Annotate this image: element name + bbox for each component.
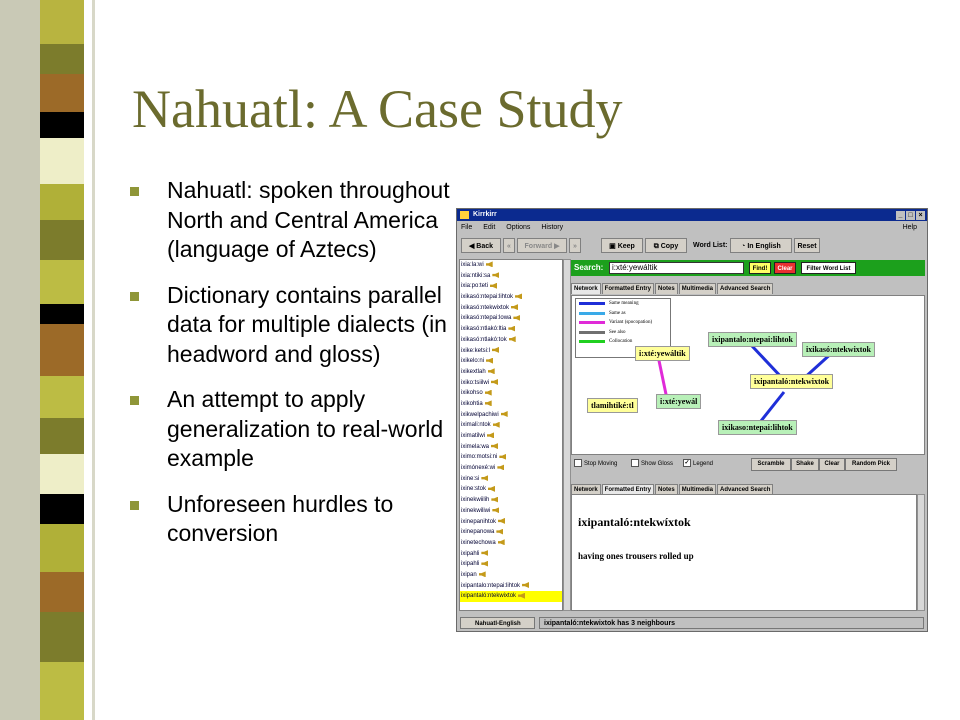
list-item-label: ixikohtia (461, 400, 483, 407)
fast-forward-icon[interactable]: » (569, 238, 581, 253)
list-item-label: ixipahli (461, 561, 480, 568)
speaker-icon[interactable] (481, 475, 488, 481)
graph-node[interactable]: ixikasó:ntekwixtok (802, 342, 875, 357)
rewind-icon[interactable]: « (503, 238, 515, 253)
speaker-icon[interactable] (513, 315, 520, 321)
tab-network[interactable]: Network (571, 283, 601, 294)
list-item[interactable] (460, 474, 562, 485)
app-icon (460, 211, 469, 219)
legend-item: Collocation (576, 337, 670, 347)
speaker-icon[interactable] (518, 593, 525, 599)
list-item-label: ixinekwiilih (461, 497, 490, 504)
forward-arrow-icon: ▶ (552, 243, 560, 250)
list-item[interactable] (460, 538, 562, 549)
bullet-text: Dictionary contains parallel data for multiple dialects (in headword and gloss) (167, 281, 447, 367)
find-button[interactable]: Find! (749, 262, 771, 274)
keep-button[interactable]: ▣ Keep (601, 238, 643, 253)
legend-item: Same meaning (576, 299, 670, 309)
decorative-stripe (0, 0, 108, 720)
back-arrow-icon: ◀ (468, 243, 477, 250)
tab-multimedia[interactable]: Multimedia (679, 484, 716, 495)
word-list-scrollbar[interactable] (563, 259, 571, 611)
clear-search-button[interactable]: Clear (774, 262, 796, 274)
copy-button[interactable]: ⧉ Copy (645, 238, 687, 253)
speaker-icon[interactable] (511, 304, 518, 310)
language-toggle-button[interactable]: ◔ In English (730, 238, 792, 253)
list-item[interactable] (460, 484, 562, 495)
list-item-label: ixia:ntiki:sa (461, 272, 491, 279)
dialect-selector[interactable]: Nahuatl-English (460, 617, 535, 629)
tab-notes[interactable]: Notes (655, 484, 678, 495)
list-item-label: ixine:si (461, 475, 480, 482)
reset-button[interactable]: Reset (794, 238, 820, 253)
list-item[interactable] (460, 410, 562, 421)
list-item-label: iximo:motsi:ni (461, 454, 498, 461)
list-item[interactable] (460, 581, 562, 592)
dial-icon: ◔ (741, 243, 748, 250)
formatted-entry-panel (571, 494, 917, 611)
tab-notes[interactable]: Notes (655, 283, 678, 294)
list-item-label: ixikasó:ntepai:lowa (461, 315, 512, 322)
list-item-label: ixia:po:teti (461, 283, 489, 290)
speaker-icon[interactable] (491, 497, 498, 503)
list-item-label: ixikwelpachiwi (461, 411, 499, 418)
graph-node[interactable]: ixikaso:ntepai:lihtok (718, 420, 797, 435)
list-item-label: ixike:ketsi:l (461, 347, 491, 354)
speaker-icon[interactable] (490, 283, 497, 289)
list-item[interactable] (460, 431, 562, 442)
graph-node[interactable]: i:xté:yewáltik (635, 346, 690, 361)
list-item[interactable] (460, 506, 562, 517)
speaker-icon[interactable] (487, 432, 494, 438)
minimize-icon[interactable]: _ (896, 211, 905, 220)
speaker-icon[interactable] (485, 400, 492, 406)
bullet-icon (130, 292, 139, 301)
legend-swatch (579, 312, 605, 315)
list-item[interactable] (460, 367, 562, 378)
list-item[interactable] (460, 292, 562, 303)
close-icon[interactable]: × (916, 211, 925, 220)
bullet-text: Nahuatl: spoken throughout North and Central America (language of Aztecs) (167, 177, 450, 262)
bullet-icon (130, 187, 139, 196)
menu-file[interactable]: File (461, 224, 473, 231)
list-item[interactable] (460, 356, 562, 367)
bullet-icon (130, 396, 139, 405)
speaker-icon[interactable] (499, 454, 506, 460)
toolbar (457, 235, 927, 257)
list-item-label: ixikohso (461, 390, 483, 397)
maximize-icon[interactable]: □ (906, 211, 915, 220)
status-bar (457, 615, 927, 631)
graph-controls (571, 457, 925, 471)
entry-scrollbar[interactable] (917, 494, 925, 611)
list-item-label: iximali:ntok (461, 422, 491, 429)
scramble-button[interactable]: Scramble (751, 458, 791, 471)
list-item[interactable] (460, 399, 562, 410)
bullet-item (130, 176, 450, 265)
tab-formatted-entry[interactable]: Formatted Entry (602, 283, 654, 294)
speaker-icon[interactable] (481, 550, 488, 556)
graph-node[interactable]: tlamihtiké:tl (587, 398, 638, 413)
graph-node[interactable]: i:xté:yewál (656, 394, 701, 409)
speaker-icon[interactable] (488, 486, 495, 492)
tab-multimedia[interactable]: Multimedia (679, 283, 716, 294)
list-item-label: ixikextlah (461, 368, 486, 375)
legend-item: See also (576, 328, 670, 338)
speaker-icon[interactable] (491, 443, 498, 449)
bullet-icon (130, 501, 139, 510)
speaker-icon[interactable] (515, 293, 522, 299)
menu-options[interactable]: Options (506, 224, 531, 231)
keep-icon: ▣ (609, 243, 618, 250)
list-item-label: ixikasó:ntepai:lihtok (461, 294, 514, 301)
speaker-icon[interactable] (492, 347, 499, 353)
bullet-list (130, 176, 450, 565)
list-item-label: ixinekwiliwi (461, 507, 491, 514)
list-item-label: ixipantaló:ntekwixtok (461, 593, 517, 600)
speaker-icon[interactable] (493, 422, 500, 428)
word-list[interactable] (459, 259, 563, 611)
speaker-icon[interactable] (497, 464, 504, 470)
speaker-icon[interactable] (496, 529, 503, 535)
list-item[interactable] (460, 346, 562, 357)
bullet-item (130, 385, 450, 474)
tab-network[interactable]: Network (571, 484, 601, 495)
back-button[interactable]: ◀ Back (461, 238, 501, 253)
list-item-label: ixikasó:ntlakó:ltia (461, 326, 507, 333)
list-item-label: ixipahli (461, 550, 480, 557)
show-gloss-checkbox[interactable]: Show Gloss (631, 459, 673, 469)
speaker-icon[interactable] (481, 561, 488, 567)
list-item[interactable] (460, 260, 562, 271)
list-item-label: ixikelo:ni (461, 358, 485, 365)
window-title: Kirrkirr (473, 211, 497, 218)
list-item-label: iximónexé:wi (461, 465, 496, 472)
list-item[interactable] (460, 303, 562, 314)
list-item[interactable] (460, 495, 562, 506)
menubar (457, 221, 927, 234)
list-item[interactable] (460, 527, 562, 538)
legend-swatch (579, 302, 605, 305)
speaker-icon[interactable] (492, 272, 499, 278)
search-input[interactable] (609, 262, 744, 274)
clear-graph-button[interactable]: Clear (819, 458, 845, 471)
window-titlebar (457, 209, 927, 221)
list-item[interactable] (460, 452, 562, 463)
entry-headword: ixipantaló:ntekwíxtok (578, 515, 691, 529)
search-label: Search: (574, 263, 604, 272)
top-tabs (571, 283, 774, 293)
menu-help[interactable]: Help (902, 224, 917, 231)
speaker-icon[interactable] (486, 261, 493, 267)
graph-node[interactable]: ixipantaló:ntekwixtok (750, 374, 833, 389)
list-item-label: iximela:wa (461, 443, 490, 450)
bullet-item (130, 490, 450, 549)
speaker-icon[interactable] (479, 571, 486, 577)
legend-item: Same as (576, 309, 670, 319)
list-item[interactable] (460, 570, 562, 581)
entry-gloss: having ones trousers rolled up (578, 551, 694, 561)
menu-edit[interactable]: Edit (483, 224, 496, 231)
legend-swatch (579, 321, 605, 324)
filter-word-list-button[interactable]: Filter Word List (801, 262, 856, 274)
random-pick-button[interactable]: Random Pick (845, 458, 897, 471)
stop-moving-checkbox[interactable]: Stop Moving (574, 459, 617, 469)
kirrkirr-window (456, 208, 928, 632)
list-item[interactable] (460, 378, 562, 389)
list-item-label: ixikasó:ntekwixtok (461, 304, 510, 311)
speaker-icon[interactable] (491, 379, 498, 385)
list-item[interactable] (460, 549, 562, 560)
speaker-icon[interactable] (485, 390, 492, 396)
list-item-label: ixinepanihtok (461, 518, 497, 525)
bullet-text: Unforeseen hurdles to conversion (167, 490, 394, 546)
forward-button[interactable]: Forward ▶ (517, 238, 567, 253)
speaker-icon[interactable] (501, 411, 508, 417)
list-item[interactable] (460, 324, 562, 335)
list-item[interactable] (460, 271, 562, 282)
bullet-text: An attempt to apply generalization to real-world example (167, 386, 444, 471)
list-item[interactable] (460, 335, 562, 346)
list-item[interactable] (460, 591, 562, 602)
tab-advanced-search[interactable]: Advanced Search (717, 283, 773, 294)
legend-swatch (579, 340, 605, 343)
network-graph[interactable] (571, 295, 925, 455)
speaker-icon[interactable] (498, 518, 505, 524)
bottom-tabs (571, 484, 774, 494)
slide-title: Nahuatl: A Case Study (132, 79, 623, 139)
list-item[interactable] (460, 388, 562, 399)
list-item[interactable] (460, 559, 562, 570)
tab-advanced-search[interactable]: Advanced Search (717, 484, 773, 495)
list-item[interactable] (460, 442, 562, 453)
list-item-label: ixinetechowa (461, 539, 496, 546)
list-item-label: ixiko:tsiilwi (461, 379, 490, 386)
legend-swatch (579, 331, 605, 334)
word-list-label: Word List: (693, 242, 728, 249)
speaker-icon[interactable] (509, 336, 516, 342)
list-item[interactable] (460, 281, 562, 292)
list-item[interactable] (460, 517, 562, 528)
list-item[interactable] (460, 420, 562, 431)
list-item[interactable] (460, 463, 562, 474)
bullet-item (130, 281, 450, 370)
status-message: ixipantaló:ntekwixtok has 3 neighbours (539, 617, 924, 629)
legend-item: Variant (spocopation) (576, 318, 670, 328)
tab-formatted-entry[interactable]: Formatted Entry (602, 484, 654, 495)
speaker-icon[interactable] (522, 582, 529, 588)
list-item-label: ixine:stok (461, 486, 487, 493)
graph-node[interactable]: ixipantalo:ntepai:lihtok (708, 332, 797, 347)
list-item[interactable] (460, 313, 562, 324)
speaker-icon[interactable] (508, 326, 515, 332)
speaker-icon[interactable] (498, 539, 505, 545)
list-item-label: ixia:la:wi (461, 262, 484, 268)
list-item-label: iximatilwi (461, 433, 485, 439)
shake-button[interactable]: Shake (791, 458, 819, 471)
speaker-icon[interactable] (486, 358, 493, 364)
list-item-label: ixinepanowa (461, 529, 495, 536)
menu-history[interactable]: History (541, 224, 564, 231)
list-item-label: ixipan (461, 571, 477, 578)
copy-icon: ⧉ (653, 243, 661, 250)
legend-checkbox[interactable]: ✓ Legend (684, 460, 714, 467)
speaker-icon[interactable] (492, 507, 499, 513)
list-item-label: ixipantalo:ntepai:lihtok (461, 582, 521, 589)
speaker-icon[interactable] (488, 368, 495, 374)
list-item-label: ixikasó:ntlakó:tok (461, 336, 507, 343)
search-bar (571, 260, 925, 276)
